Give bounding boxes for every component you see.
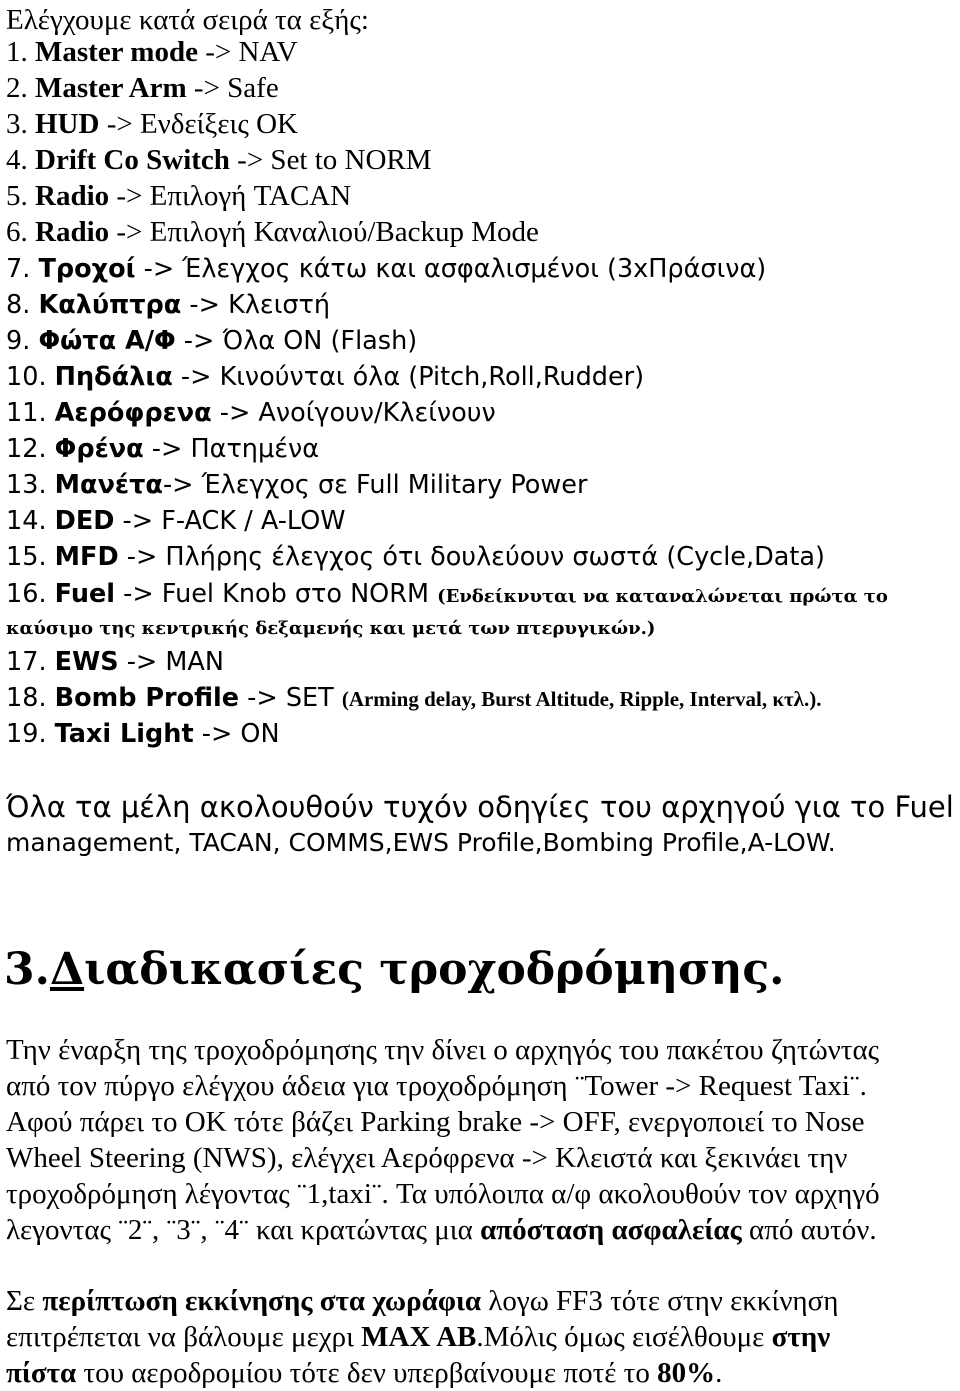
paragraph-line: τροχοδρόμηση λέγοντας ¨1,taxi¨. Τα υπόλοιπα α/φ ακολουθούν τον αρχηγό <box>6 1178 880 1210</box>
item-note: (Arming delay, Burst Altitude, Ripple, Interval, κτλ.). <box>341 687 822 711</box>
checklist-item: 19. Taxi Light -> ON <box>6 719 280 749</box>
checklist-item: 7. Τροχοί -> Έλεγχος κάτω και ασφαλισμένοι (3xΠράσινα) <box>6 254 767 284</box>
intro-text: Ελέγχουμε κατά σειρά τα εξής: <box>6 4 369 36</box>
checklist-item: 14. DED -> F-ACK / A-LOW <box>6 506 346 536</box>
paragraph-line: Την έναρξη της τροχοδρόμησης την δίνει ο αρχηγός του πακέτου ζητώντας <box>6 1034 880 1066</box>
note-line: management, TACAN, COMMS,EWS Profile,Bombing Profile,A-LOW. <box>6 828 836 857</box>
note-line: Όλα τα μέλη ακολουθούν τυχόν οδηγίες του αρχηγού για το Fuel <box>6 790 954 824</box>
paragraph-line: Wheel Steering (NWS), ελέγχει Αερόφρενα -> Κλειστά και ξεκινάει την <box>6 1142 848 1174</box>
checklist-item: 5. Radio -> Επιλογή TACAN <box>6 180 352 212</box>
checklist-item: 1. Master mode -> NAV <box>6 36 298 68</box>
checklist-item: 2. Master Arm -> Safe <box>6 72 279 104</box>
checklist-item: 15. MFD -> Πλήρης έλεγχος ότι δουλεύουν σωστά (Cycle,Data) <box>6 542 825 572</box>
checklist-item: 4. Drift Co Switch -> Set to NORM <box>6 144 432 176</box>
paragraph-line: λεγοντας ¨2¨, ¨3¨, ¨4¨ και κρατώντας μια απόσταση ασφαλείας από αυτόν. <box>6 1214 877 1246</box>
item-note-continued: καύσιμο της κεντρικής δεξαμενής και μετά των πτερυγικών.) <box>6 618 656 639</box>
checklist-item: 17. EWS -> MAN <box>6 647 224 677</box>
checklist-item: 3. HUD -> Ενδείξεις OK <box>6 108 298 140</box>
checklist-item: 6. Radio -> Επιλογή Καναλιού/Backup Mode <box>6 216 539 248</box>
checklist-item: 9. Φώτα Α/Φ -> Όλα ON (Flash) <box>6 326 418 356</box>
checklist-item: 11. Αερόφρενα -> Ανοίγουν/Κλείνουν <box>6 398 496 428</box>
checklist-item: 18. Bomb Profile -> SET (Arming delay, Burst Altitude, Ripple, Interval, κτλ.). <box>6 683 822 713</box>
checklist-item: 8. Καλύπτρα -> Κλειστή <box>6 290 330 320</box>
item-note: (Ενδείκνυται να καταναλώνεται πρώτα το <box>437 586 888 607</box>
paragraph-line: από τον πύργο ελέγχου άδεια για τροχοδρόμηση ¨Tower -> Request Taxi¨. <box>6 1070 867 1102</box>
paragraph-line: πίστα του αεροδρομίου τότε δεν υπερβαίνουμε ποτέ το 80%. <box>6 1357 723 1389</box>
paragraph-line: Αφού πάρει το ΟΚ τότε βάζει Parking brake -> OFF, ενεργοποιεί το Nose <box>6 1106 865 1138</box>
checklist-item: 13. Μανέτα-> Έλεγχος σε Full Military Power <box>6 470 588 500</box>
section-heading: 3.Διαδικασίες τροχοδρόμησης. <box>4 944 785 995</box>
checklist-item: 10. Πηδάλια -> Κινούνται όλα (Pitch,Roll,Rudder) <box>6 362 645 392</box>
checklist-item: 12. Φρένα -> Πατημένα <box>6 434 320 464</box>
paragraph-line: επιτρέπεται να βάλουμε μεχρι MAX AB.Μόλις όμως εισέλθουμε στην <box>6 1321 831 1353</box>
paragraph-line: Σε περίπτωση εκκίνησης στα χωράφια λογω FF3 τότε στην εκκίνηση <box>6 1285 839 1317</box>
checklist-item: 16. Fuel -> Fuel Knob στο NORM (Ενδείκνυται να καταναλώνεται πρώτα το <box>6 579 888 609</box>
